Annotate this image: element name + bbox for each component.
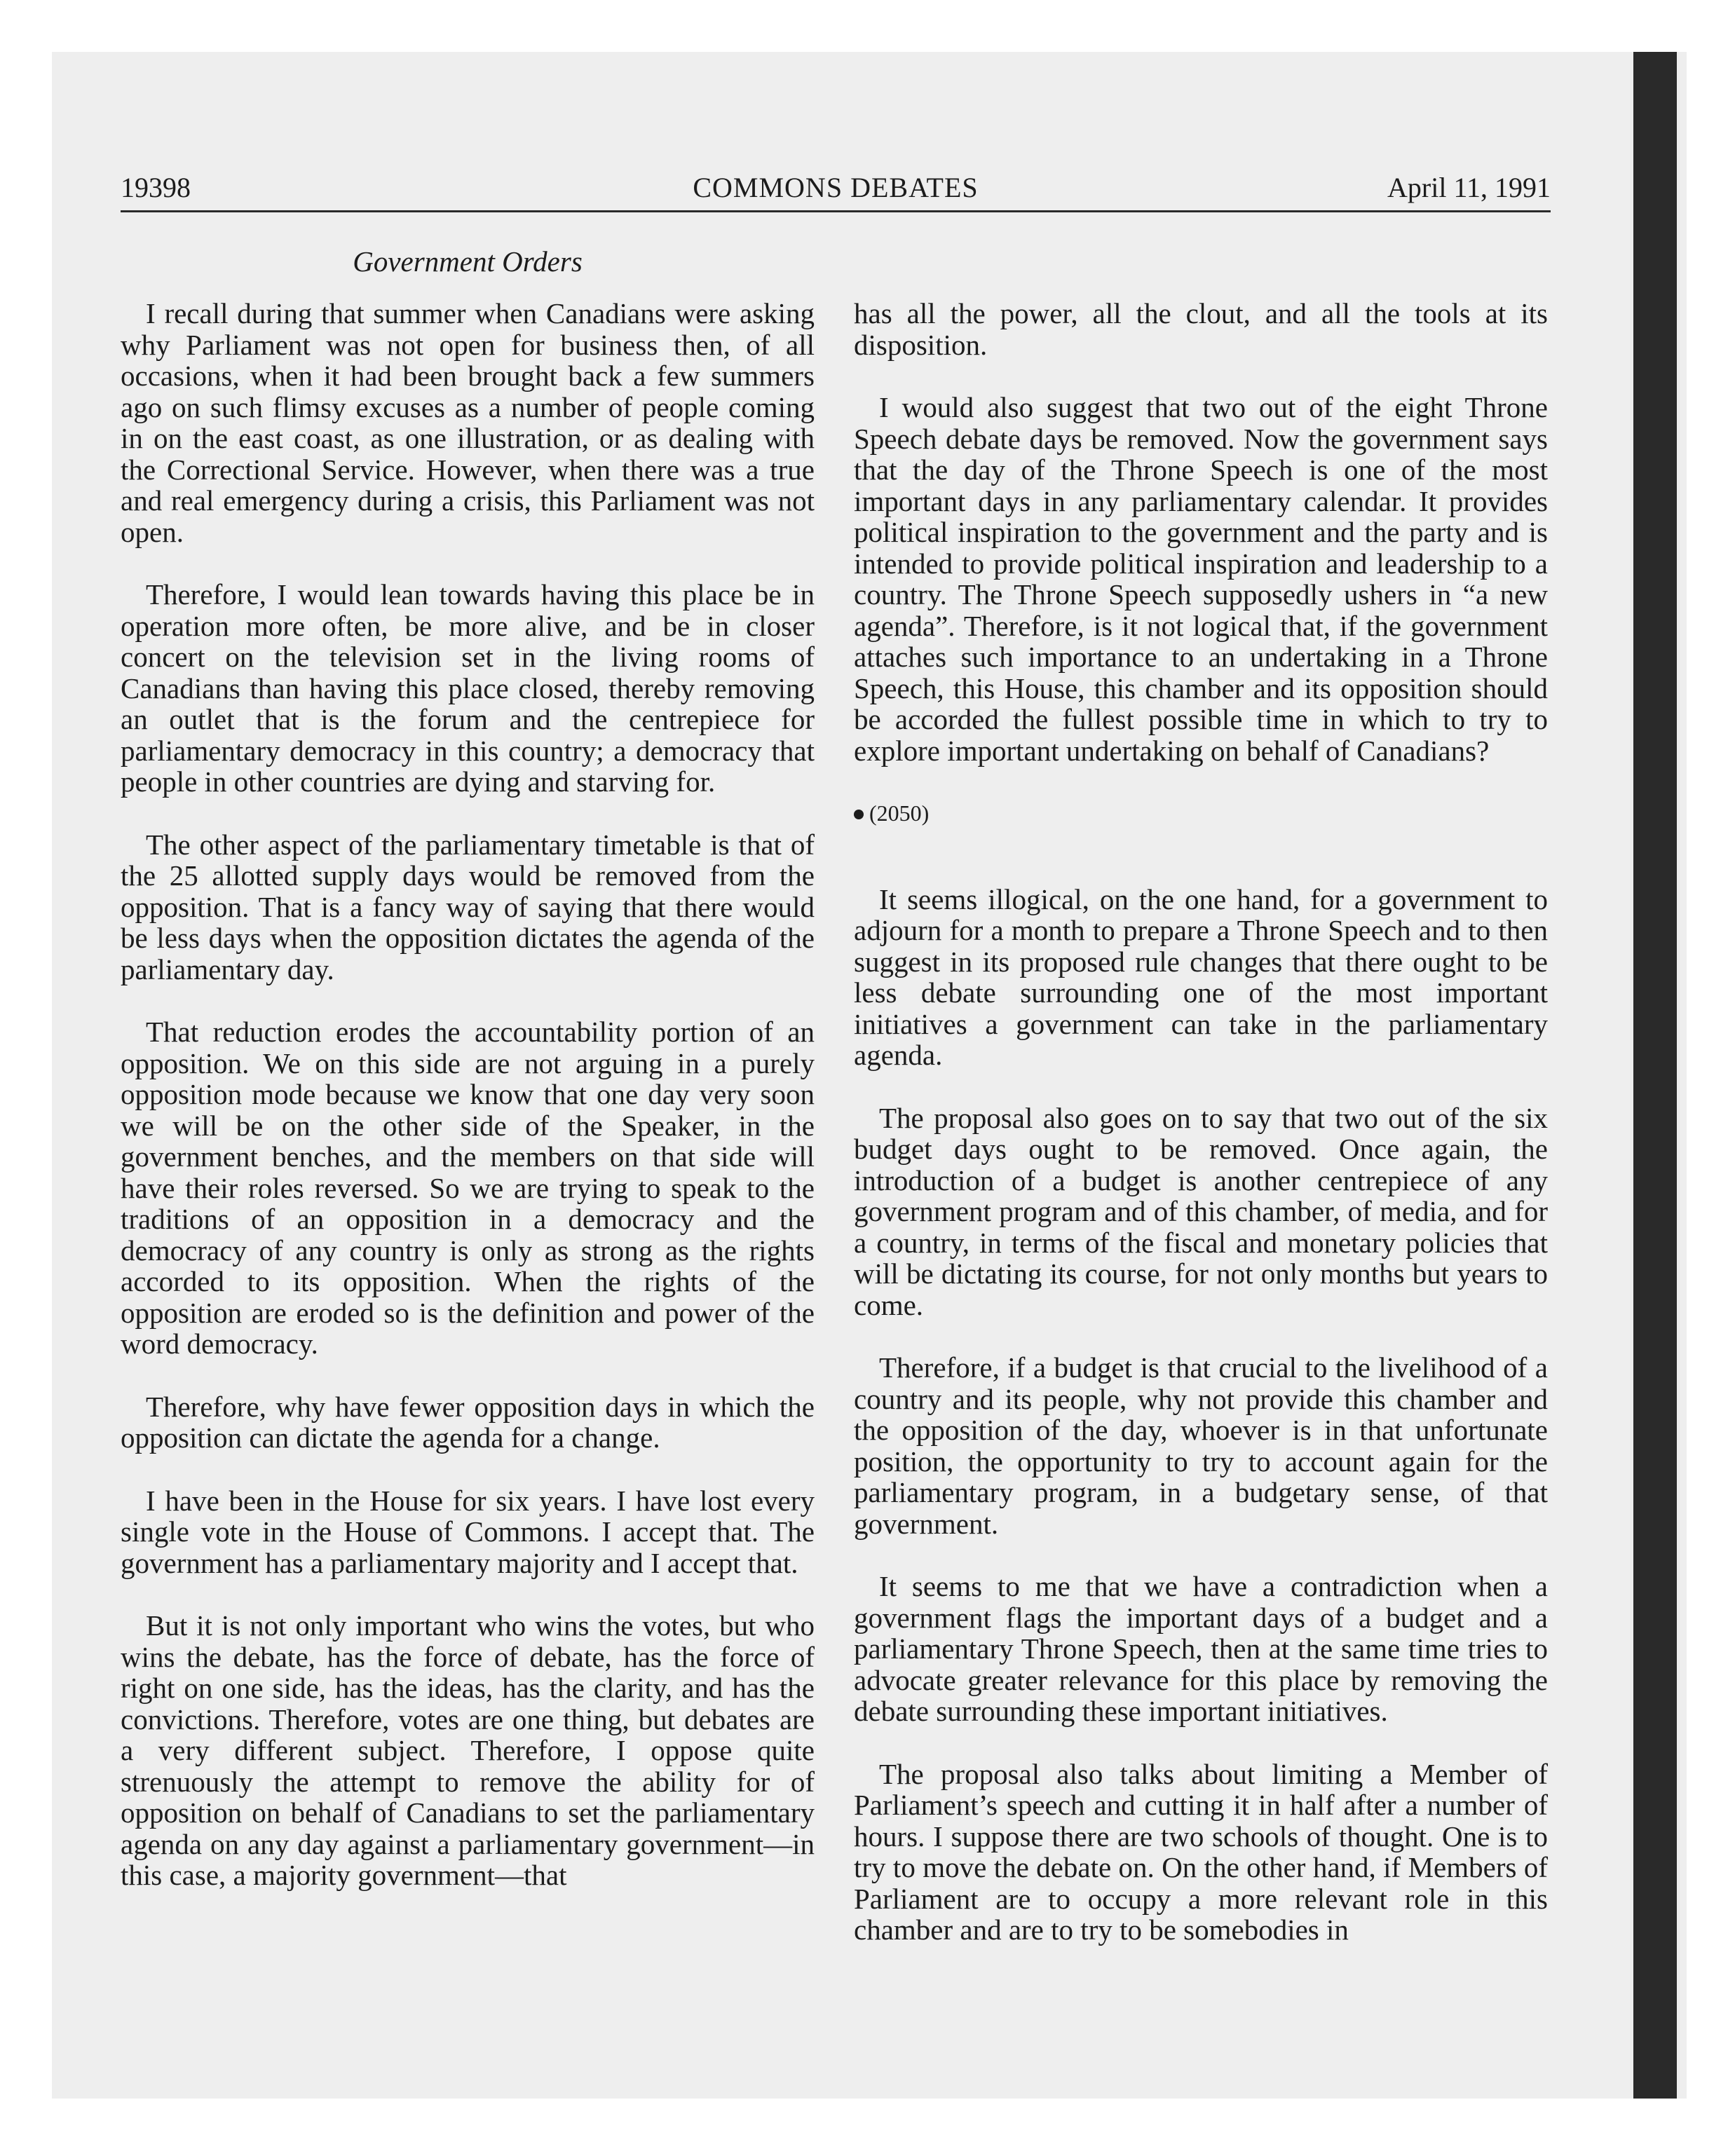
paragraph: I would also suggest that two out of the eight Throne Speech debate days be removed. Now the government says that the day of the Throne Speech is one of the most important days in any parliamentary calendar. It provides political inspiration to the government and the party and is intended to provide political inspiration and leadership to a country. The Throne Speech supposedly ushers in “a new agenda”. Therefore, is it not logical that, if the government attaches such importance to an undertaking in a Throne Speech, this House, this chamber and its opposition should be accorded the fullest possible time in which to try to explore important undertaking on behalf of Canadians? — [854, 391, 1548, 767]
section-title: Government Orders — [353, 245, 583, 278]
time-marker — [854, 798, 1548, 829]
bullet-icon — [854, 810, 864, 819]
paragraph: The proposal also goes on to say that two out of the six budget days ought to be removed. Once again, the introduction of a budget is another centrepiece of any government program and of this chamber, of media, and for a country, in terms of the fiscal and monetary policies that will be dictating its course, for not only months but years to come. — [854, 1101, 1548, 1321]
paragraph: That reduction erodes the accountability portion of an opposition. We on this side are not arguing in a purely opposition mode because we know that one day very soon we will be on the other side of the Speaker, in the government benches, and the members on that side will have their roles reversed. So we are trying to speak to the traditions of an opposition in a democracy and the democracy of any country is only as strong as the rights accorded to its opposition. When the rights of the opposition are eroded so is the definition and power of the word democracy. — [121, 1016, 815, 1360]
page-number: 19398 — [121, 172, 191, 203]
paragraph: It seems illogical, on the one hand, for a government to adjourn for a month to prepare a Throne Speech and to then suggest in its proposed rule changes that there ought to be less debate surrounding one of the most important initiatives a government can take in the parliamentary agenda. — [854, 882, 1548, 1071]
paragraph: Therefore, if a budget is that crucial to the livelihood of a country and its people, why not provide this chamber and the opposition of the day, whoever is in that unfortunate position, the opportunity to try to account again for the parliamentary program, in a budgetary sense, of that government. — [854, 1351, 1548, 1540]
page-header — [121, 168, 1551, 207]
paragraph: But it is not only important who wins the votes, but who wins the debate, has the force of debate, has the force of right on one side, has the ideas, has the clarity, and has the convictions. Therefore, votes are one thing, but debates are a very different subject. Therefore, I oppose quite strenuously the attempt to remove the ability for of opposition on behalf of Canadians to set the parliamentary agenda on any day against a parliamentary government—in this case, a majority government—that — [121, 1609, 815, 1891]
time-marker-text: (2050) — [869, 800, 930, 826]
header-rule — [121, 210, 1551, 212]
scan-edge-bar — [1633, 52, 1677, 2099]
paragraph: The other aspect of the parliamentary timetable is that of the 25 allotted supply days would be removed from the opposition. That is a fancy way of saying that there would be less days when the opposition dictates the agenda of the parliamentary day. — [121, 828, 815, 985]
publication-date: April 11, 1991 — [1387, 172, 1551, 203]
paragraph: I have been in the House for six years. I have lost every single vote in the House of Commons. I accept that. The government has a parliamentary majority and I accept that. — [121, 1484, 815, 1579]
paragraph: Therefore, why have fewer opposition days in which the opposition can dictate the agenda for a change. — [121, 1390, 815, 1454]
left-column — [121, 298, 815, 1923]
paragraph: Therefore, I would lean towards having this place be in operation more often, be more alive, and be in closer concert on the television set in the living rooms of Canadians than having this place closed, thereby removing an outlet that is the forum and the centrepiece for parliamentary democracy in this country; a democracy that people in other countries are dying and starving for. — [121, 578, 815, 798]
right-column — [854, 298, 1548, 1977]
paragraph: It seems to me that we have a contradiction when a government flags the important days of a budget and a parliamentary Throne Speech, then at the same time tries to advocate greater relevance for this place by removing the debate surrounding these important initiatives. — [854, 1570, 1548, 1727]
paragraph: The proposal also talks about limiting a Member of Parliament’s speech and cutting it in half after a number of hours. I suppose there are two schools of thought. One is to try to move the debate on. On the other hand, if Members of Parliament are to occupy a more relevant role in this chamber and are to try to be somebodies in — [854, 1757, 1548, 1946]
publication-title: COMMONS DEBATES — [693, 172, 979, 203]
paragraph: I recall during that summer when Canadians were asking why Parliament was not open for business then, of all occasions, when it had been brought back a few summers ago on such flimsy excuses as a number of people coming in on the east coast, as one illustration, or as dealing with the Correctional Service. However, when there was a true and real emergency during a crisis, this Parliament was not open. — [121, 297, 815, 548]
paragraph: has all the power, all the clout, and all the tools at its disposition. — [854, 297, 1548, 361]
